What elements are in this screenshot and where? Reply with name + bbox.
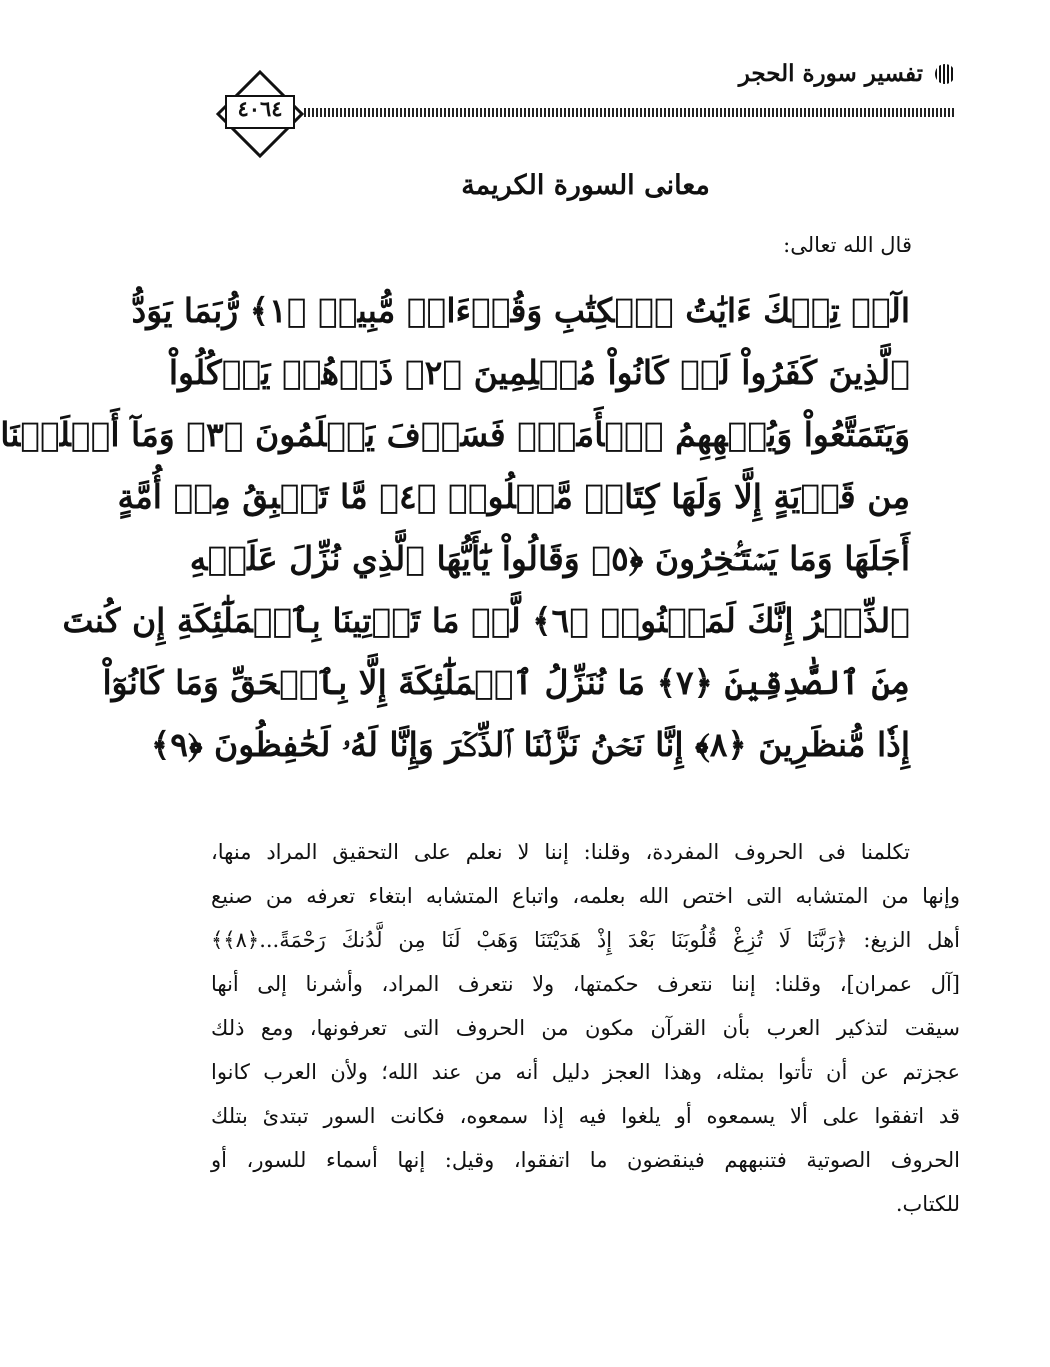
page-number: ٤٠٦٤ <box>237 96 283 121</box>
paragraph-line: تكلمنا فى الحروف المفردة، وقلنا: إننا لا نعلم على التحقيق المراد منها، <box>211 840 910 864</box>
verse-line: ٱلَّذِينَ كَفَرُواْ لَوۡ كَانُواْ مُسۡلِمِينَ ﴿٢﴾ ذَرۡهُمۡ يَأۡكُلُواْ <box>168 353 910 392</box>
running-title <box>739 60 955 87</box>
verse-line: ٱلذِّكۡرُ إِنَّكَ لَمَجۡنُونٞ ﴿٦﴾ لَّوۡ مَا تَأۡتِينَا بِٱلۡمَلَٰٓئِكَةِ إِن كُنتَ <box>62 601 910 640</box>
verse-line: أَجَلَهَا وَمَا يَسۡتَـٔۡخِرُونَ ﴿٥﴾ وَقَالُواْ يَٰٓأَيُّهَا ٱلَّذِي نُزِّلَ عَلَيۡهِ <box>189 539 910 578</box>
paragraph-line: للكتاب. <box>895 1192 960 1216</box>
page-header <box>216 58 955 158</box>
intro-text: قال الله تعالى: <box>783 233 912 257</box>
quran-verses <box>0 280 910 776</box>
page-number-badge <box>216 70 304 158</box>
paragraph-line: وإنها من المتشابه التى اختص الله بعلمه، واتباع المتشابه ابتغاء تعرفه من صنيع <box>211 884 960 908</box>
paragraph-line: الحروف الصوتية فتنبههم فينقضون ما اتفقوا، وقيل: إنها أسماء للسور، أو <box>211 1148 960 1172</box>
verse-line: الٓرۚ تِلۡكَ ءَايَٰتُ ٱلۡكِتَٰبِ وَقُرۡءَانٖ مُّبِينٖ ﴿١﴾ رُّبَمَا يَوَدُّ <box>131 291 910 330</box>
verse-line: مِنَ ٱلصَّٰدِقِينَ ﴿٧﴾ مَا نُنَزِّلُ ٱلۡمَلَٰٓئِكَةَ إِلَّا بِٱلۡحَقِّ وَمَا كَانُوٓاْ <box>102 663 910 702</box>
commentary-paragraph <box>211 830 960 1226</box>
ornament-icon <box>935 64 955 84</box>
verse-line: إِذٗا مُّنظَرِينَ ﴿٨﴾ إِنَّا نَحۡنُ نَزَّلۡنَا ٱلذِّكۡرَ وَإِنَّا لَهُۥ لَحَٰفِظُونَ ﴿٩﴾ <box>150 725 910 764</box>
running-title-text: تفسير سورة الحجر <box>738 60 923 87</box>
paragraph-line: عجزتم عن أن تأتوا بمثله، وهذا العجز دليل أنه من عند الله؛ ولأن العرب كانوا <box>211 1060 960 1084</box>
paragraph-line: سيقت لتذكير العرب بأن القرآن مكون من الحروف التى تعرفونها، ومع ذلك <box>211 1016 960 1040</box>
paragraph-line: [آل عمران]، وقلنا: إننا نتعرف حكمتها، ولا نتعرف المراد، وأشرنا إلى أنها <box>211 972 960 996</box>
section-title: معانى السورة الكريمة <box>461 170 710 201</box>
paragraph-line: قد اتفقوا على ألا يسمعوه أو يلغوا فيه إذا سمعوه، فكانت السور تبتدئ بتلك <box>211 1104 960 1128</box>
paragraph-line: أهل الزيغ: ﴿رَبَّنَا لَا تُزِغْ قُلُوبَنَا بَعْدَ إِذْ هَدَيْتَنَا وَهَبْ لَنَا مِن لَّدُنكَ رَحْمَةً...﴿٨﴾﴾ <box>211 928 960 952</box>
verse-line: مِن قَرۡيَةٍ إِلَّا وَلَهَا كِتَابٞ مَّعۡلُومٞ ﴿٤﴾ مَّا تَسۡبِقُ مِنۡ أُمَّةٍ <box>117 477 910 516</box>
header-rule <box>304 108 955 117</box>
verse-line: وَيَتَمَتَّعُواْ وَيُلۡهِهِمُ ٱلۡأَمَلُۖ فَسَوۡفَ يَعۡلَمُونَ ﴿٣﴾ وَمَآ أَهۡلَكۡنَا <box>0 415 910 454</box>
